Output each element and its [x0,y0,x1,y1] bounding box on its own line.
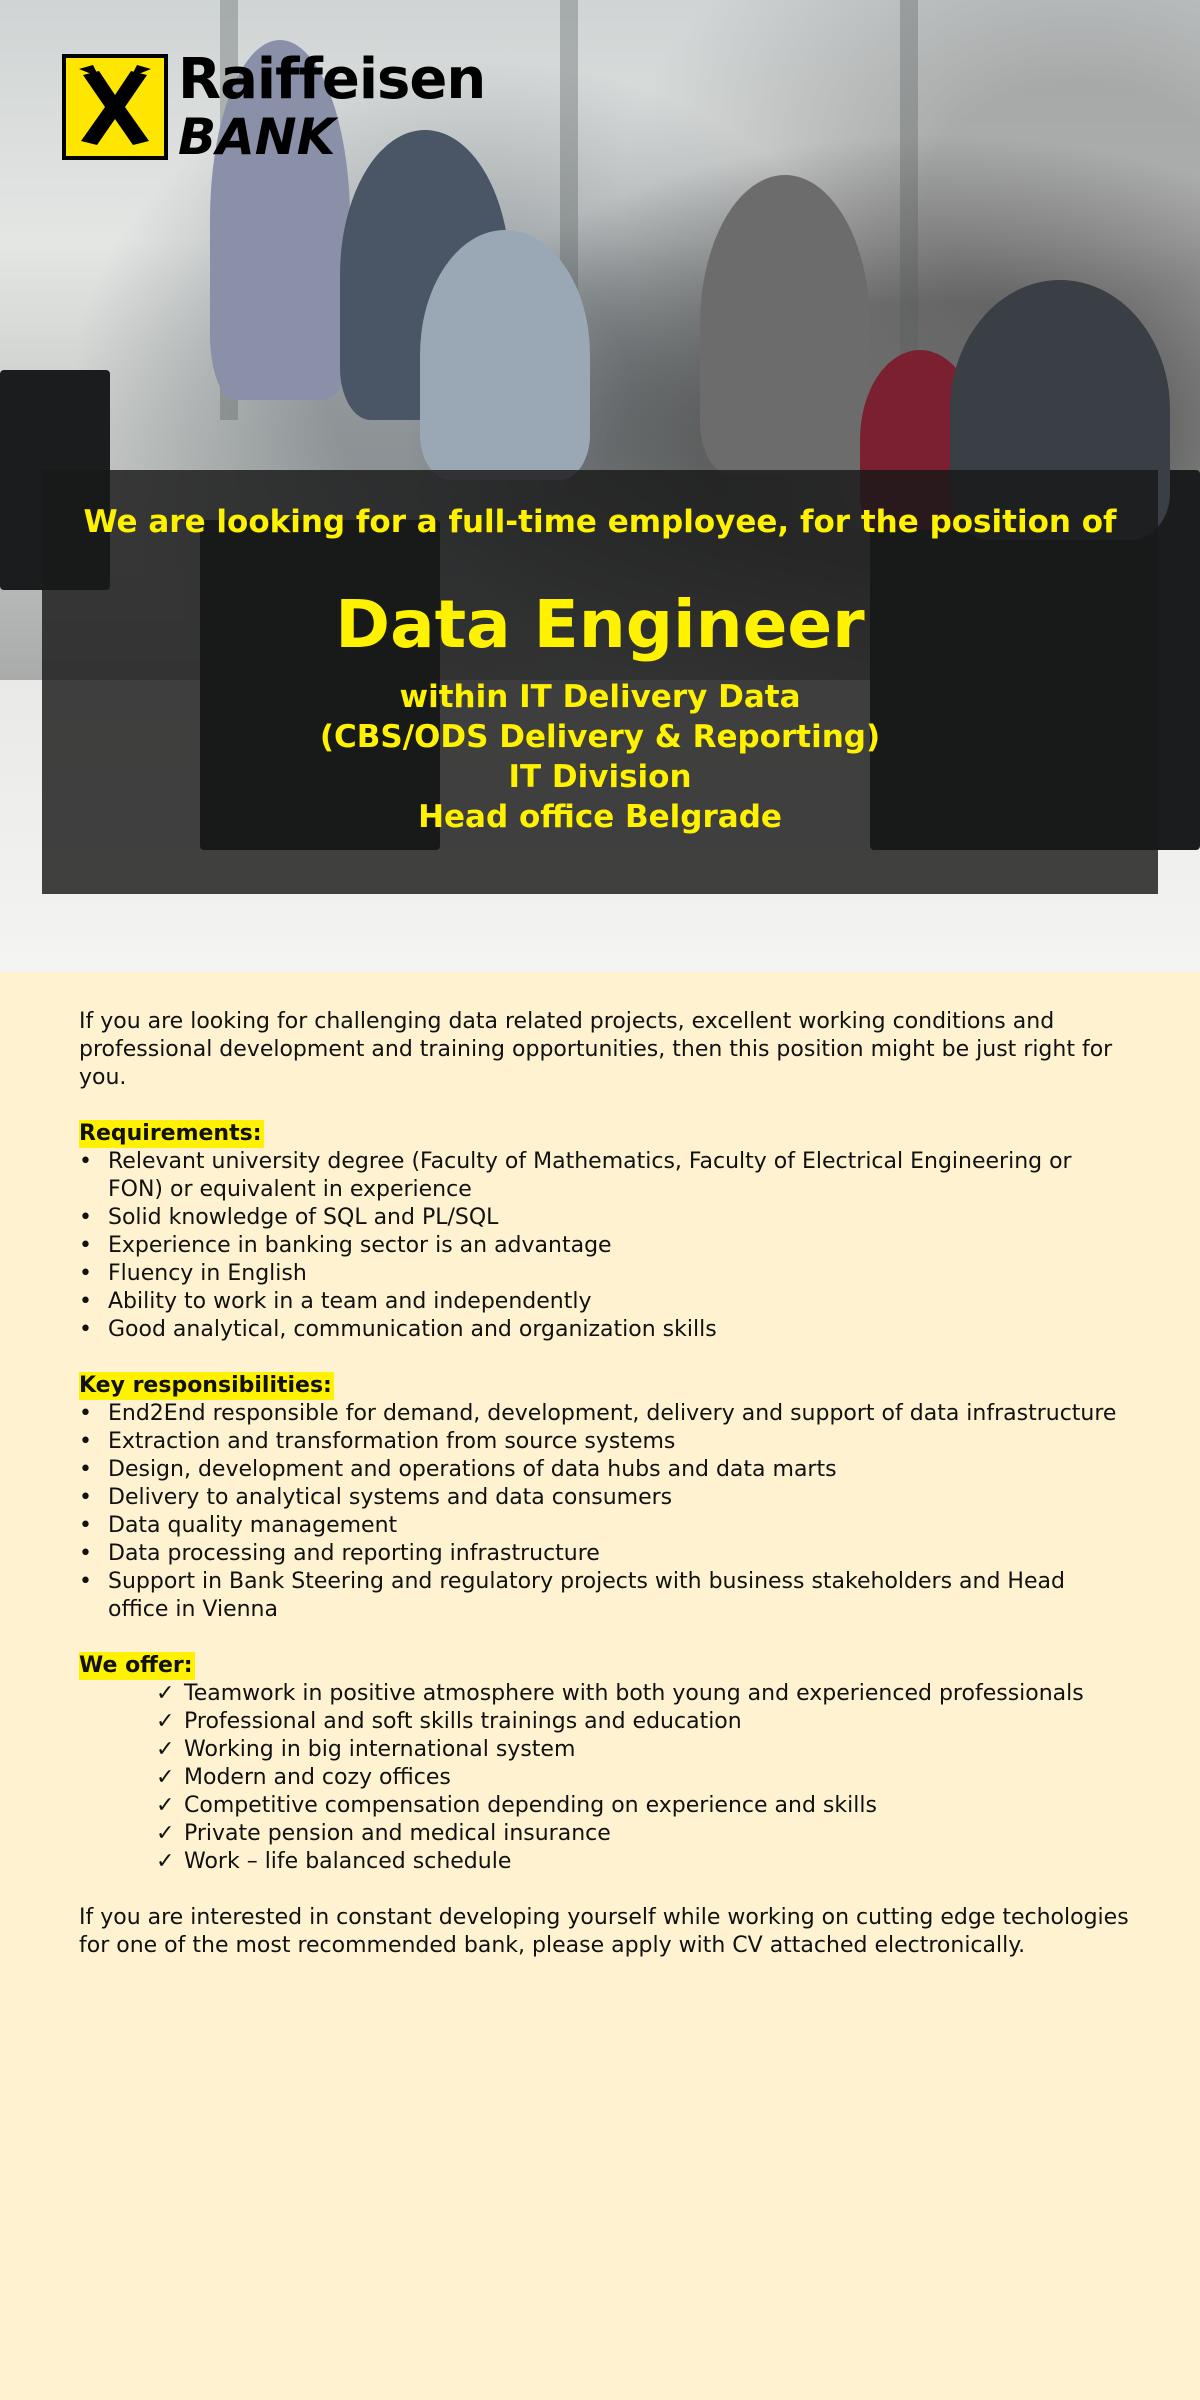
list-item: • Fluency in English [79,1260,1129,1288]
list-item: • Data quality management [79,1512,1129,1540]
list-item: ✓ Professional and soft skills trainings and education [156,1708,1129,1736]
intro-paragraph: If you are looking for challenging data related projects, excellent working conditions and professional development and training opportunities, then this position might be just right for you. [79,1009,1113,1090]
list-item: ✓ Work – life balanced schedule [156,1848,1129,1876]
list-item: • Delivery to analytical systems and data consumers [79,1484,1129,1512]
brand-subname: BANK [178,108,336,166]
job-description [79,1008,1129,1960]
banner-subtitle: Head office Belgrade [418,799,782,835]
list-item: • Support in Bank Steering and regulatory projects with business stakeholders and Head office in Vienna [79,1568,1129,1624]
brand-name: Raiffeisen [178,47,486,112]
crossed-horses-icon [69,61,161,153]
banner-subtitle: (CBS/ODS Delivery & Reporting) [319,719,881,755]
list-item: • Solid knowledge of SQL and PL/SQL [79,1204,1129,1232]
list-item: ✓ Private pension and medical insurance [156,1820,1129,1848]
banner-subtitle: IT Division [508,759,692,795]
list-item: ✓ Competitive compensation depending on experience and skills [156,1792,1129,1820]
list-item: ✓ Working in big international system [156,1736,1129,1764]
offer-list [79,1680,1129,1876]
list-item: • Data processing and reporting infrastructure [79,1540,1129,1568]
requirements-list [79,1148,1129,1344]
hero-photo [0,0,1200,972]
list-item: • Extraction and transformation from source systems [79,1428,1129,1456]
job-title-banner [42,470,1158,894]
list-item: ✓ Teamwork in positive atmosphere with both young and experienced professionals [156,1680,1129,1708]
list-item: • Ability to work in a team and independently [79,1288,1129,1316]
list-item: • End2End responsible for demand, development, delivery and support of data infrastructure [79,1400,1129,1428]
raiffeisen-logo [62,47,486,166]
banner-subtitle: within IT Delivery Data [399,679,801,715]
list-item: • Good analytical, communication and organization skills [79,1316,1129,1344]
closing-paragraph: If you are interested in constant developing yourself while working on cutting edge techologies for one of the most recommended bank, please apply with CV attached electronically. [79,1905,1129,1958]
responsibilities-list [79,1400,1129,1624]
offer-heading: We offer: [79,1653,193,1678]
person-shape [420,230,590,480]
responsibilities-heading: Key responsibilities: [79,1373,332,1398]
person-shape [700,175,870,475]
job-title: Data Engineer [335,586,865,663]
list-item: • Design, development and operations of data hubs and data marts [79,1456,1129,1484]
requirements-heading: Requirements: [79,1121,262,1146]
list-item: • Experience in banking sector is an advantage [79,1232,1129,1260]
list-item: ✓ Modern and cozy offices [156,1764,1129,1792]
raiffeisen-emblem-icon [62,54,168,160]
list-item: • Relevant university degree (Faculty of Mathematics, Faculty of Electrical Engineering or FON) or equivalent in experience [79,1148,1129,1204]
banner-intro: We are looking for a full-time employee, for the position of [83,504,1117,540]
